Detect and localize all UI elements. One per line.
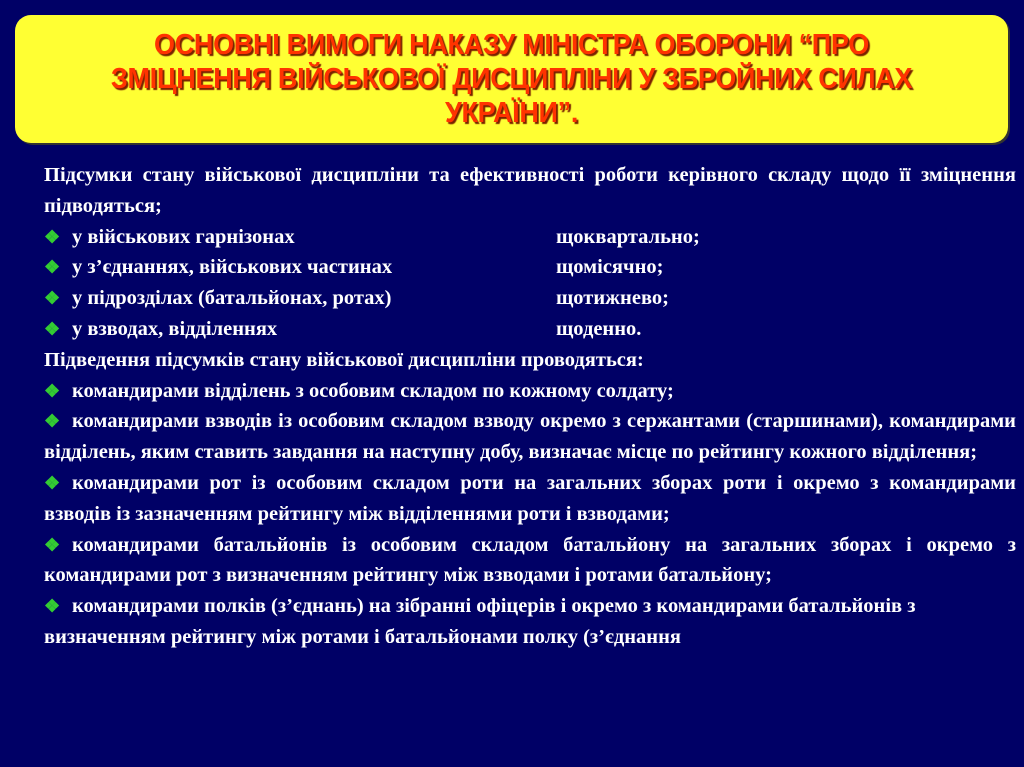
schedule-item <box>44 314 1016 345</box>
list-item-text: командирами взводів із особовим складом взводу окремо з сержантами (старшинами), командирами відділень, яким ставить завдання на наступну добу, визначає місце по рейтингу кожного відділення; <box>44 410 1016 464</box>
schedule-period: щотижнево; <box>556 287 669 310</box>
schedule-period: щоквартально; <box>556 225 700 248</box>
diamond-bullet-icon: ❖ <box>44 380 61 401</box>
diamond-bullet-icon: ❖ <box>44 472 61 493</box>
slide-body <box>44 160 1016 653</box>
diamond-bullet-icon: ❖ <box>44 411 61 432</box>
schedule-item <box>44 222 1016 253</box>
list-item <box>44 406 1016 468</box>
schedule-unit: у підрозділах (батальйонах, ротах) <box>72 287 392 310</box>
diamond-bullet-icon: ❖ <box>44 534 61 555</box>
slide-title: ОСНОВНІ ВИМОГИ НАКАЗУ МІНІСТРА ОБОРОНИ “ПРО ЗМІЦНЕННЯ ВІЙСЬКОВОЇ ДИСЦИПЛІНИ У ЗБРОЙНИХ СИЛАХ УКРАЇНИ”. <box>110 29 913 129</box>
list-item <box>44 591 1016 653</box>
list-item-text: командирами відділень з особовим складом по кожному солдату; <box>72 379 674 402</box>
list-item <box>44 530 1016 592</box>
summary-heading: Підведення підсумків стану військової дисципліни проводяться: <box>44 348 644 371</box>
list-item-text: командирами полків (з’єднань) на зібранні офіцерів і окремо з командирами батальйонів з визначенням рейтингу між ротами і батальйонами полку (з’єднання <box>44 595 916 648</box>
schedule-unit: у військових гарнізонах <box>72 225 295 248</box>
schedule-unit: у взводах, відділеннях <box>72 317 278 340</box>
schedule-period: щоденно. <box>556 317 642 340</box>
schedule-item <box>44 283 1016 314</box>
schedule-list <box>44 222 1016 345</box>
diamond-bullet-icon: ❖ <box>44 257 61 278</box>
list-item-text: командирами батальйонів із особовим складом батальйону на загальних зборах і окремо з командирами рот з визначенням рейтингу між взводами і ротами батальйону; <box>44 533 1016 587</box>
diamond-bullet-icon: ❖ <box>44 288 61 309</box>
schedule-unit: у з’єднаннях, військових частинах <box>72 256 393 279</box>
list-item <box>44 468 1016 530</box>
diamond-bullet-icon: ❖ <box>44 226 61 247</box>
schedule-period: щомісячно; <box>556 256 664 279</box>
schedule-item <box>44 252 1016 283</box>
diamond-bullet-icon: ❖ <box>44 596 61 617</box>
diamond-bullet-icon: ❖ <box>44 318 61 339</box>
title-box <box>15 15 1008 143</box>
list-item-text: командирами рот із особовим складом роти на загальних зборах роти і окремо з командирами взводів із зазначенням рейтингу між відділеннями роти і взводами; <box>44 471 1016 525</box>
list-item <box>44 376 1016 407</box>
intro-paragraph: Підсумки стану військової дисципліни та ефективності роботи керівного складу щодо її зміцнення підводяться; <box>44 164 1016 217</box>
